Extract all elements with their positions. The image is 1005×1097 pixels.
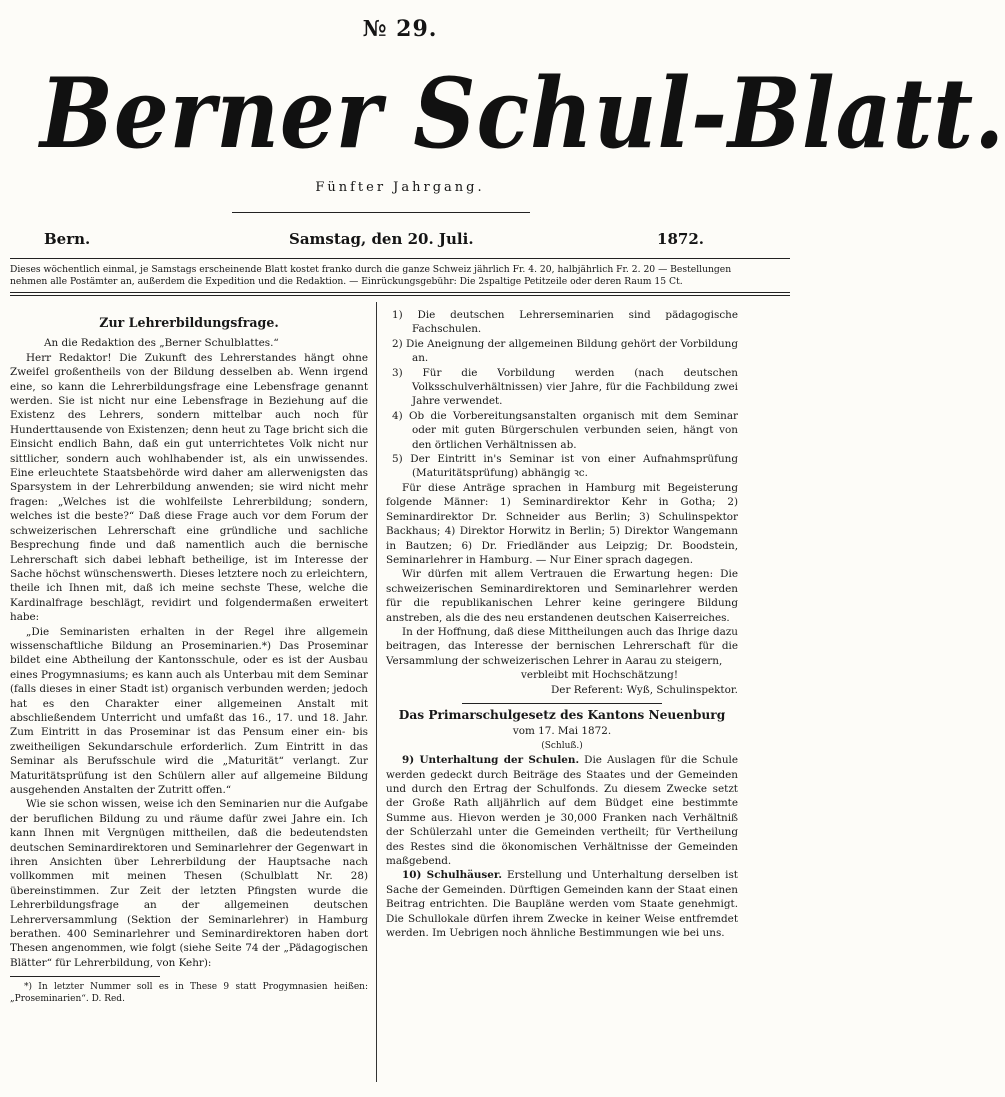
thesis-item: 1) Die deutschen Lehrerseminarien sind pädagogische Fachschulen. — [392, 309, 738, 336]
article2-date: vom 17. Mai 1872. — [512, 725, 612, 738]
footnote: *) In letzter Nummer soll es in These 9 statt Progymnasien heißen: „Proseminarien“. D. Red. — [10, 982, 368, 1005]
article-paragraph: Wir dürfen mit allem Vertrauen die Erwartung hegen: Die schweizerischen Seminardirektoren und Seminarlehrer werden für die republikanischen Lehrer keine geringere Bildung anstreben, als die des neu erstandenen deutschen Kaiserreiches. — [386, 568, 738, 624]
article-heading: Zur Lehrerbildungsfrage. — [99, 315, 279, 330]
masthead-subtitle: Fünfter Jahrgang. — [315, 180, 485, 195]
section-paragraph — [386, 753, 738, 868]
article-paragraph: Wie sie schon wissen, weise ich den Seminarien nur die Aufgabe der beruflichen Bildung zu und räume dafür zwei Jahre ein. Ich kann Ihnen mit Vergnügen mittheilen, daß die bedeutendsten deutschen Seminardirektoren und Seminarlehrer der Gegenwart in ihren Ansichten über Lehrerbildung der Hauptsache nach vollkommen mit meinen Thesen (Schulblatt Nr. 28) übereinstimmen. Zur Zeit der letzten Pfingsten wurde die Lehrerbildungsfrage an der allgemeinen deutschen Lehrerversammlung (Sektion der Seminarlehrer) in Hamburg berathen. 400 Seminarlehrer und Seminardirektoren haben dort Thesen angenommen, wie folgt (siehe Seite 74 der „Pädagogischen Blätter“ für Lehrerbildung, von Kehr): — [10, 798, 368, 969]
dateline-place: Bern. — [44, 230, 91, 248]
bottom-rule-1 — [10, 292, 790, 293]
article-paragraph: „Die Seminaristen erhalten in der Regel ihre allgemein wissenschaftliche Bildung an Proseminarien.*) Das Proseminar bildet eine Abtheilung der Kantonsschule, oder es ist der Ausbau eines Progymnasiums; es kann auch als Unterbau mit dem Seminar (falls dieses in einer Stadt ist) organisch verbunden werden; jedoch hat es den Charakter einer allgemeinen Anstalt mit abschließendem Unterricht und umfaßt das 16., 17. und 18. Jahr. Zum Eintritt in das Proseminar ist das Pensum einer ein- bis zweitheiligen Sekundarschule erforderlich. Zum Eintritt in das Seminar als Berufsschule wird die „Maturität“ verlangt. Zur Maturitätsprüfung ist den Schülern aller auf allgemeine Bildung ausgehenden Anstalten der Zutritt offen.“ — [10, 625, 368, 796]
top-rule — [10, 258, 790, 259]
section-heading: 9) Unterhaltung der Schulen. — [402, 754, 580, 767]
thesis-item: 2) Die Aneignung der allgemeinen Bildung gehört der Vorbildung an. — [392, 337, 738, 365]
section-text: Erstellung und Unterhaltung derselben ist Sache der Gemeinden. Dürftigen Gemeinden kann der Staat einen Beitrag entrichten. Die Baupläne werden vom Staate genehmigt. Die Schullokale dürfen ihrem Zwecke in keiner Weise entfremdet werden. Im Uebrigen noch ähnliche Bestimmungen wie bei uns. — [386, 869, 738, 940]
dateline — [44, 230, 704, 250]
issue-number: № 29. — [362, 16, 438, 42]
right-column — [386, 308, 738, 940]
thesis-item: 3) Für die Vorbildung werden (nach deutschen Volksschulverhältnissen) vier Jahre, für die Fachbildung zwei Jahre verwendet. — [392, 366, 738, 408]
masthead-title: Berner Schul-Blatt. — [40, 57, 1005, 170]
footnote-rule — [10, 976, 160, 977]
closing: verbleibt mit Hochschätzung! — [521, 669, 678, 682]
article-paragraph: Herr Redaktor! Die Zukunft des Lehrerstandes hängt ohne Zweifel großentheils von der Bildung desselben ab. Wenn irgend eine, so kann die Lehrerbildungsfrage eine Lebensfrage genannt werden. Sie ist nicht nur eine Lebensfrage in Beziehung auf die Existenz des Lehrers, sondern mittelbar auch noch für Hunderttausende von Existenzen; denn heut zu Tage bricht sich die Einsicht endlich Bahn, daß ein gut unterrichtetes Volk nicht nur sittlicher, sondern auch wohlhabender ist, als ein unwissendes. Eine erleuchtete Staatsbehörde wird daher am allerwenigsten das Sparsystem in der Lehrerbildung anwenden; sie wird nicht mehr fragen: „Welches ist die wohlfeilste Lehrerbildung; sondern, welches ist die beste?“ Daß diese Frage auch vor dem Forum der schweizerischen Lehrerschaft eine gründliche und sachliche Besprechung finde und daß namentlich auch die bernische Lehrerschaft sich dabei lebhaft betheilige, ist im Interesse der Sache höchst wünschenswerth. Dieses letztere noch zu erleichtern, theile ich Ihnen mit, daß ich meine sechste These, welche die Kardinalfrage beschlägt, revidirt und folgendermaßen erweitert habe: — [10, 351, 368, 624]
thesis-item: 5) Der Eintritt in's Seminar ist von einer Aufnahmsprüfung (Maturitätsprüfung) abhängig ꝛc. — [392, 453, 738, 480]
salutation: An die Redaktion des „Berner Schulblattes.“ — [44, 337, 279, 350]
signature: Der Referent: Wyß, Schulinspektor. — [550, 683, 738, 696]
section-heading: 10) Schulhäuser. — [402, 869, 503, 882]
left-column — [10, 308, 368, 1005]
article2-heading: Das Primarschulgesetz des Kantons Neuenburg — [398, 707, 726, 722]
dateline-year: 1872. — [657, 230, 704, 248]
article2-note: (Schluß.) — [541, 740, 583, 751]
subscription-line-2: nehmen alle Postämter an, außerdem die Expedition und die Redaktion. — Einrückungsgebühr: Die 2spaltige Petitzeile oder deren Raum 15 Ct. — [10, 276, 683, 287]
section-rule — [462, 703, 662, 704]
section-paragraph — [386, 868, 738, 940]
thesis-item: 4) Ob die Vorbereitungsanstalten organisch mit dem Seminar oder mit guten Bürgerschulen verbunden seien, hängt von den örtlichen Verhältnissen ab. — [392, 409, 738, 451]
article-paragraph: In der Hoffnung, daß diese Mittheilungen auch das Ihrige dazu beitragen, das Interesse der bernischen Lehrerschaft für die Versammlung der schweizerischen Lehrer in Aarau zu steigern, — [386, 625, 738, 667]
section-text: Die Auslagen für die Schule werden gedeckt durch Beiträge des Staates und der Gemeinden und durch den Ertrag der Schulfonds. Zu diesem Zwecke setzt der Große Rath alljährlich auf dem Büdget eine bestimmte Summe aus. Hievon werden je 30,000 Franken nach Verhältniß der Schülerzahl unter die Gemeinden vertheilt; für Vertheilung des Restes sind die ökonomischen Verhältnisse der Gemeinden maßgebend. — [386, 754, 738, 868]
dateline-date: Samstag, den 20. Juli. — [289, 230, 474, 248]
subscription-line-1: Dieses wöchentlich einmal, je Samstags erscheinende Blatt kostet franko durch die ganze Schweiz jährlich Fr. 4. 20, halbjährlich Fr. 2. 20 — Bestellungen — [10, 264, 732, 275]
subtitle-rule — [232, 212, 530, 213]
bottom-rule-2 — [10, 295, 790, 296]
article-paragraph: Für diese Anträge sprachen in Hamburg mit Begeisterung folgende Männer: 1) Seminardirektor Kehr in Gotha; 2) Seminardirektor Dr. Schneider aus Berlin; 3) Schulinspektor Backhaus; 4) Direktor Horwitz in Berlin; 5) Direktor Wangemann in Bautzen; 6) Dr. Friedländer aus Leipzig; Dr. Boodstein, Seminarlehrer in Hamburg. — Nur Einer sprach dagegen. — [386, 481, 738, 566]
column-separator — [376, 302, 377, 1082]
subscription-info — [10, 264, 790, 288]
